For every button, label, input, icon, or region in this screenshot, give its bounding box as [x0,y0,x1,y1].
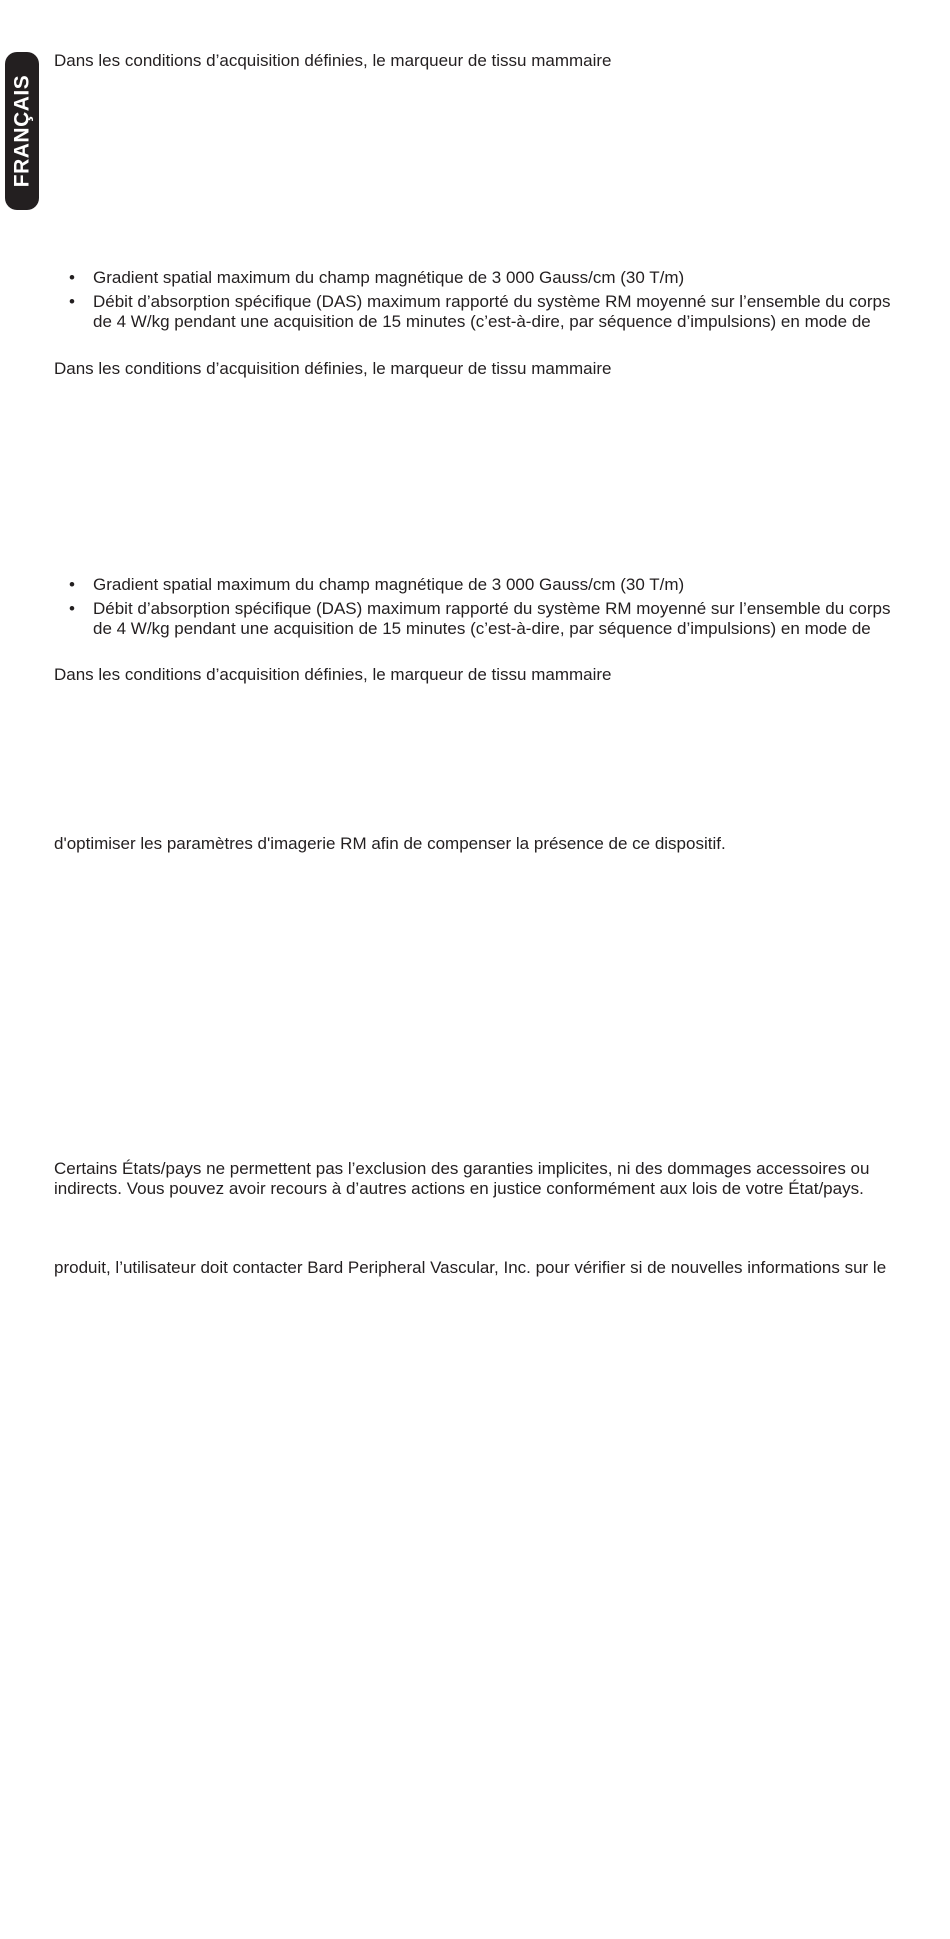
list-item: • Gradient spatial maximum du champ magnétique de 3 000 Gauss/cm (30 T/m) [54,268,894,288]
section-3-intro: Dans les conditions d’acquisition définies, le marqueur de tissu mammaire [54,665,612,684]
language-tab [5,52,39,210]
product-info-line: produit, l’utilisateur doit contacter Bard Peripheral Vascular, Inc. pour vérifier si de nouvelles informations sur le [54,1258,887,1277]
section-2-bullet-list [54,575,894,643]
warranty-paragraph: Certains États/pays ne permettent pas l’exclusion des garanties implicites, ni des dommages accessoires ou indirects. Vous pouvez avoir recours à d’autres actions en justice conformément aux lois de votre État/pays. [54,1159,870,1198]
list-item: • Gradient spatial maximum du champ magnétique de 3 000 Gauss/cm (30 T/m) [54,575,894,595]
list-item: • Débit d’absorption spécifique (DAS) maximum rapporté du système RM moyenné sur l’ensemble du corps de 4 W/kg pendant une acquisition de 15 minutes (c’est-à-dire, par séquence d’impulsions) en mode de [54,599,894,639]
optimize-line: d'optimiser les paramètres d'imagerie RM afin de compenser la présence de ce dispositif. [54,834,726,853]
list-item: • Débit d’absorption spécifique (DAS) maximum rapporté du système RM moyenné sur l’ensemble du corps de 4 W/kg pendant une acquisition de 15 minutes (c’est-à-dire, par séquence d’impulsions) en mode de [54,292,894,332]
section-1-bullet-list [54,268,894,336]
language-tab-label: FRANÇAIS [10,74,33,188]
section-2-intro: Dans les conditions d’acquisition définies, le marqueur de tissu mammaire [54,359,612,378]
section-1-intro: Dans les conditions d’acquisition définies, le marqueur de tissu mammaire [54,51,612,70]
